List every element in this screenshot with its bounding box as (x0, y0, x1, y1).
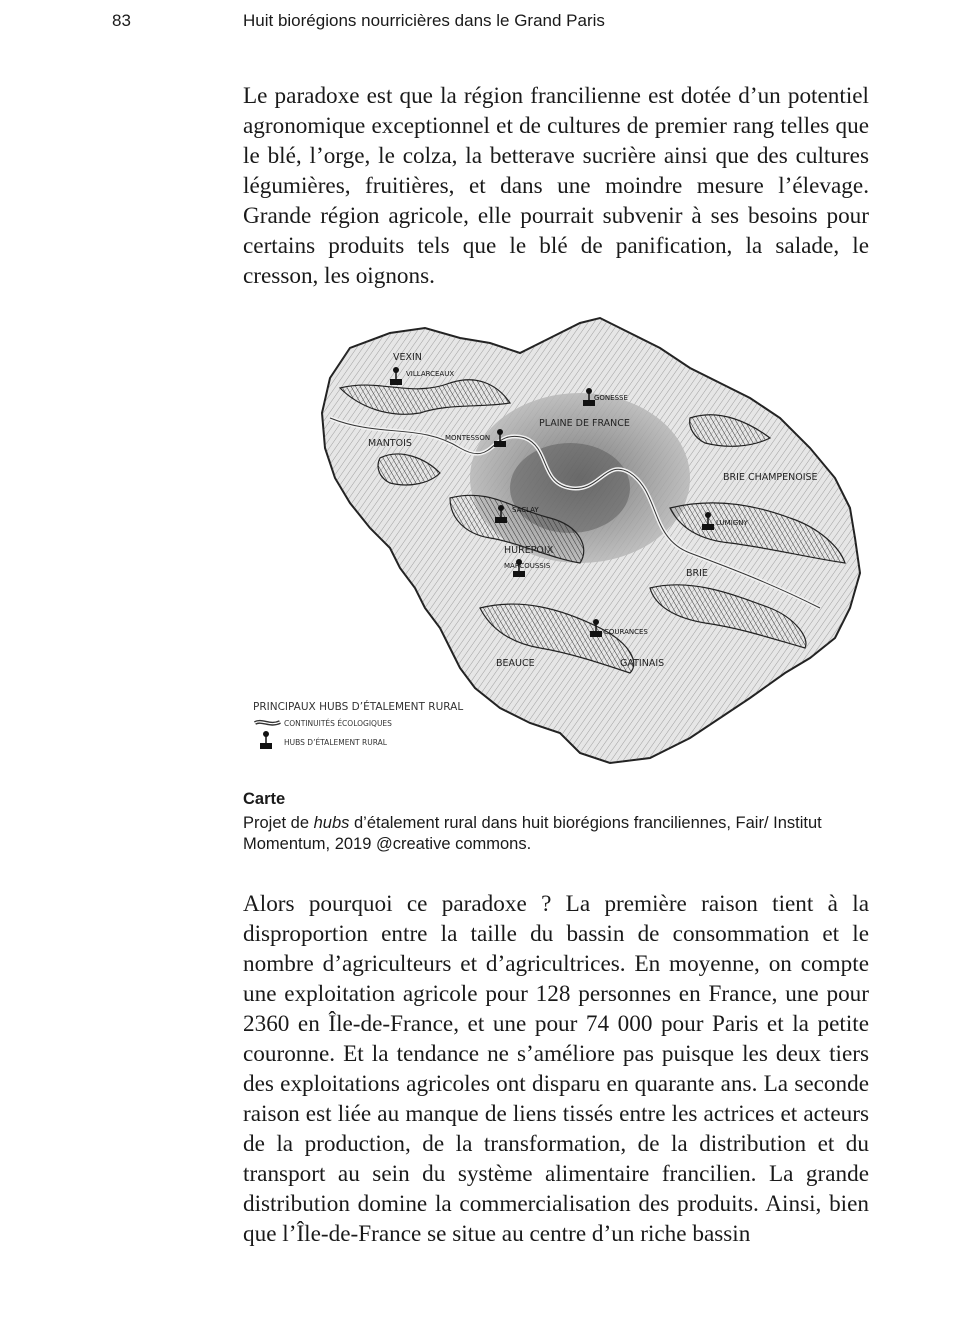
region-label-plaine-de-france: PLAINE DE FRANCE (539, 418, 630, 429)
region-label-brie-champenoise: BRIE CHAMPENOISE (723, 472, 818, 483)
map-figure (250, 308, 875, 773)
region-label-gatinais: GATINAIS (620, 658, 665, 669)
paragraph-1: Le paradoxe est que la région francilienne est dotée d’un potentiel agronomique exceptionnel et de cultures de premier rang telles que le blé, l’orge, le colza, la betterave sucrière ainsi que des cultures légumières, fruitières, et dans une moindre mesure l’élevage. Grande région agricole, elle pourrait subvenir à ses besoins pour certains produits tels que le blé de panification, la salade, le cresson, les oignons. (243, 83, 869, 289)
region-label-vexin: VEXIN (393, 352, 422, 363)
hub-label: MARCOUSSIS (504, 562, 551, 570)
legend-title: PRINCIPAUX HUBS D’ÉTALEMENT RURAL (253, 701, 464, 713)
hub-label: MONTESSON (445, 434, 491, 442)
hub-label: COURANCES (604, 628, 648, 636)
running-title: Huit biorégions nourricières dans le Grand Paris (243, 11, 605, 30)
region-label-mantois: MANTOIS (368, 438, 412, 449)
hub-label: VILLARCEAUX (406, 370, 455, 378)
region-label-hurepoix: HUREPOIX (504, 545, 554, 556)
hub-label: LUMIGNY (716, 519, 748, 527)
continuity-swatch-icon (255, 722, 280, 724)
hub-label: GONESSE (594, 394, 628, 402)
caption-text (243, 813, 883, 855)
legend-item-hubs: HUBS D’ÉTALEMENT RURAL (284, 738, 387, 747)
legend-item-continuities: CONTINUITÉS ÉCOLOGIQUES (284, 719, 392, 728)
hub-label: SACLAY (512, 506, 539, 514)
map-legend (253, 700, 463, 749)
caption-text-after: d’étalement rural dans huit biorégions franciliennes, Fair/ Institut Momentum, 2019 @creative commons. (243, 814, 822, 853)
caption-text-emphasis: hubs (313, 814, 350, 832)
page-number: 83 (112, 11, 131, 30)
paragraph-2: Alors pourquoi ce paradoxe ? La première raison tient à la disproportion entre la taille du bassin de consommation et le nombre d’agriculteurs et d’agricultrices. En moyenne, on compte une exploitation agricole pour 128 personnes en France, une pour 2360 en Île-de-France, et une pour 74 000 pour Paris et la petite couronne. Et la tendance ne s’améliore pas puisque les deux tiers des exploitations agricoles ont disparu en quarante ans. La seconde raison est liée au manque de liens tissés entre les actrices et acteurs de la production, de la transformation, de la distribution et du transport au sein du système alimentaire francilien. La grande distribution domine la commercialisation des produits. Ainsi, bien que l’Île-de-France se situe au centre d’un riche bassin (243, 891, 869, 1247)
hub-swatch-icon (260, 731, 272, 749)
ile-de-france-map (250, 308, 875, 773)
caption-title: Carte (243, 790, 286, 808)
region-label-beauce: BEAUCE (496, 658, 535, 669)
region-label-brie: BRIE (686, 568, 708, 579)
caption-text-before: Projet de (243, 814, 314, 832)
